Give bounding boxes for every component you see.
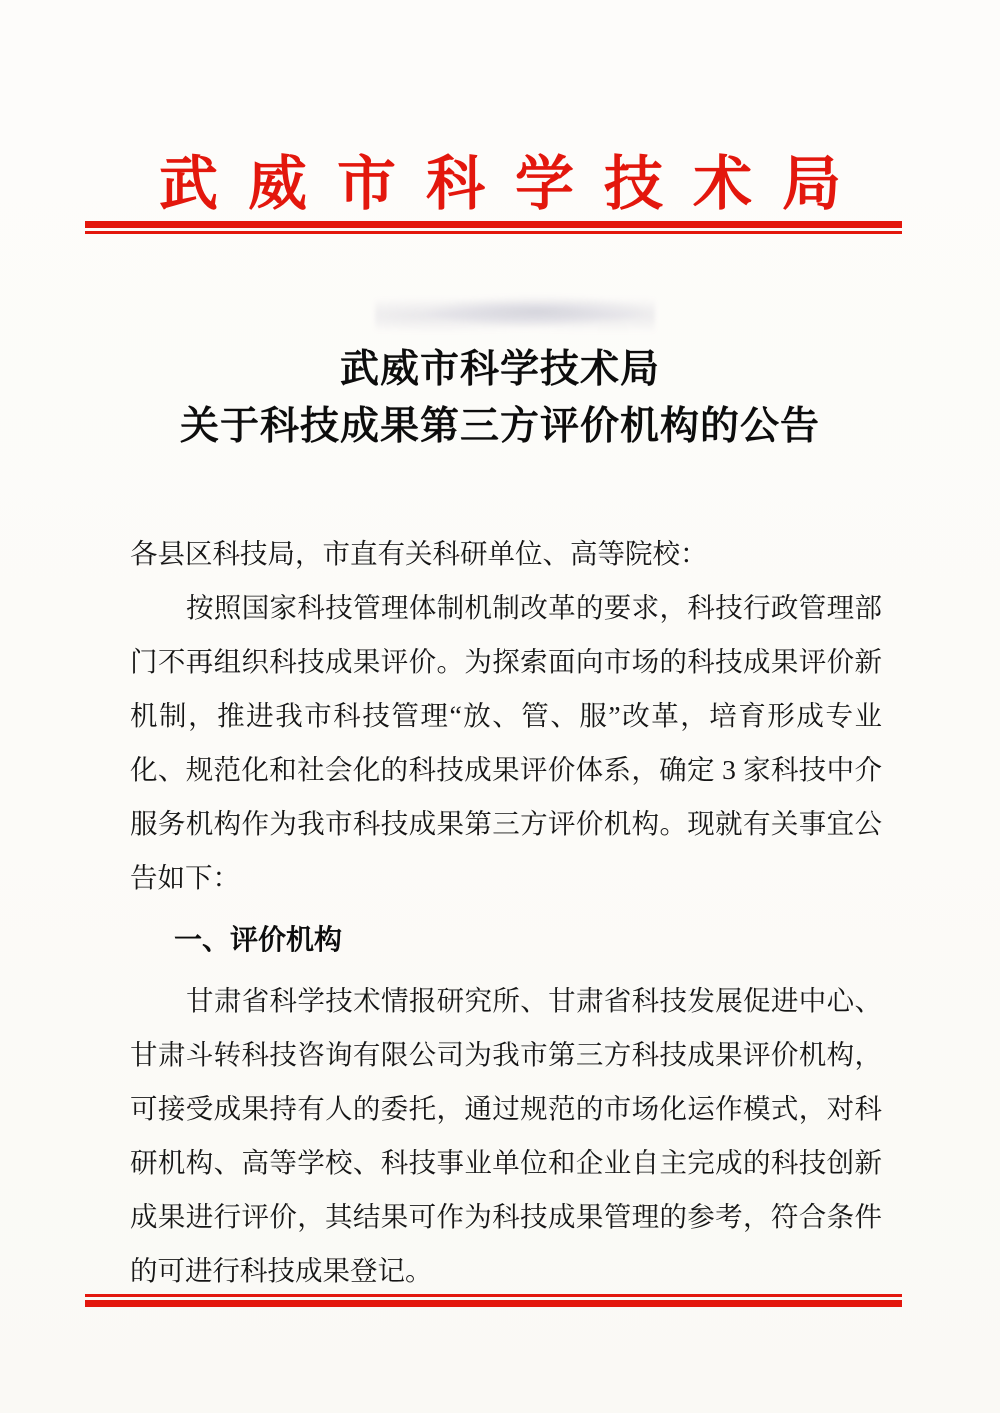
divider-thick-line: [85, 221, 902, 228]
title-line-1: 武威市科学技术局: [339, 348, 660, 391]
divider-thin-line: [85, 231, 902, 234]
section-heading-1: 一、评价机构: [174, 924, 343, 955]
salutation-line: 各县区科技局，市直有关科研单位、高等院校：: [130, 538, 708, 569]
paragraph-1: 按照国家科技管理体制机制改革的要求，科技行政管理部门不再组织科技成果评价。为探索面向市场的科技成果评价新机制，推进我市科技管理“放、管、服”改革，培育形成专业化、规范化和社会化的科技成果评价体系，确定 3 家科技中介服务机构作为我市科技成果第三方评价机构。现就有关事宜公告如下：: [130, 592, 882, 893]
letterhead-divider: [85, 221, 902, 234]
letterhead-agency-name: 武威市科学技术局: [158, 151, 871, 217]
title-line-2: 关于科技成果第三方评价机构的公告: [179, 405, 820, 448]
paragraph-2: 甘肃省科学技术情报研究所、甘肃省科技发展促进中心、甘肃斗转科技咨询有限公司为我市第三方科技成果评价机构，可接受成果持有人的委托，通过规范的市场化运作模式，对科研机构、高等学校、科技事业单位和企业自主完成的科技创新成果进行评价，其结果可作为科技成果管理的参考，符合条件的可进行科技成果登记。: [130, 985, 882, 1286]
footer-divider: [85, 1294, 902, 1307]
document-body: [130, 527, 882, 1298]
document-title: [0, 341, 1000, 455]
bleed-through-mark: [375, 292, 655, 334]
divider-thick-line: [85, 1300, 902, 1307]
divider-thin-line: [85, 1294, 902, 1297]
